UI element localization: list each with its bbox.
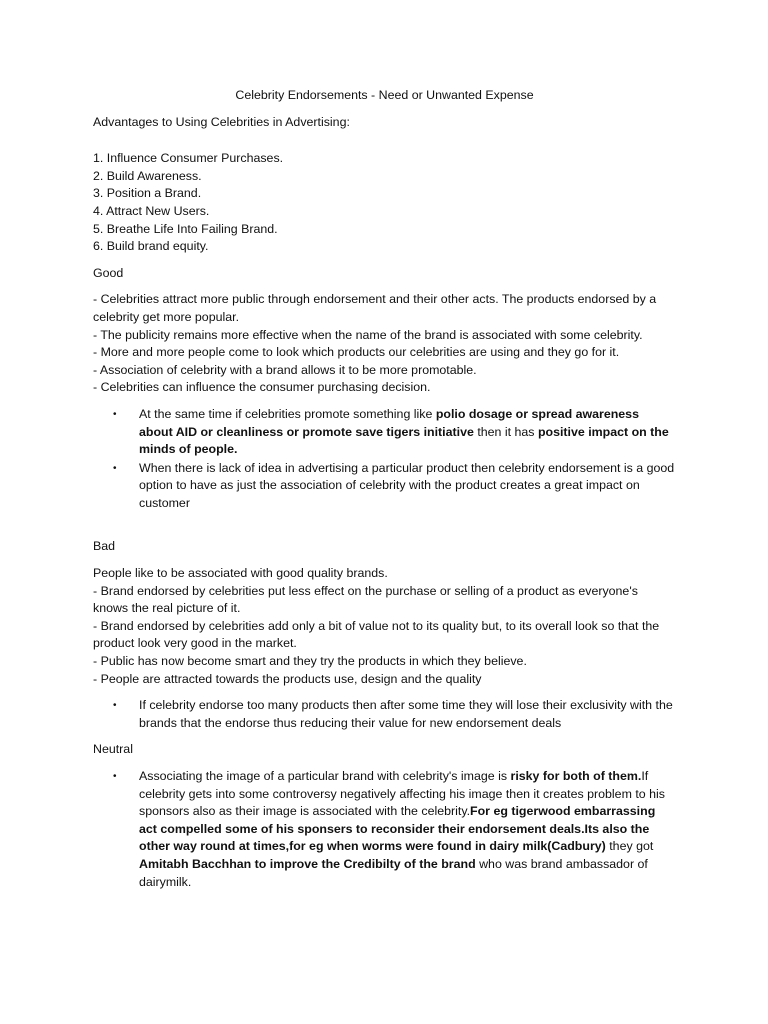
good-heading: Good — [93, 265, 124, 280]
neutral-text-g: Its also the other way round at times,for eg when — [139, 821, 650, 854]
good-bullet-2-text: When there is lack of idea in advertising a particular product then celebrity endorsement is a good option to have as just the association of celebrity with the product creates a great impact on customer — [139, 460, 675, 510]
advantages-intro: Advantages to Using Celebrities in Advertising: — [93, 114, 350, 129]
bad-heading: Bad — [93, 539, 116, 554]
list-item — [113, 697, 676, 732]
neutral-text-e: tigerwood embarrassing act — [139, 804, 656, 836]
list-item: 2. Build Awareness. — [93, 168, 202, 183]
list-item: 1. Influence Consumer Purchases. — [93, 151, 284, 166]
list-item — [113, 406, 676, 459]
bad-line: - Public has now become smart and they try the products in which they believe. — [93, 654, 527, 669]
good-line: - Celebrities attract more public through endorsement and their other acts. The products endorsed by a celebrity get more popular. — [93, 292, 657, 324]
list-item: 5. Breathe Life Into Failing Brand. — [93, 221, 278, 236]
good-bullet-1-text-d: positive impact on the minds of people. — [139, 424, 669, 457]
good-line: - Association of celebrity with a brand allows it to be more promotable. — [93, 362, 477, 377]
good-bullet-1-text-c: then it has — [473, 424, 538, 439]
bad-line: - Brand endorsed by celebrities put less effect on the purchase or selling of a product as everyone's knows the real picture of it. — [93, 583, 638, 616]
spacer — [93, 521, 676, 538]
list-item: 6. Build brand equity. — [93, 239, 209, 254]
good-line: - The publicity remains more effective when the name of the brand is associated with some celebrity. — [93, 327, 643, 342]
neutral-heading: Neutral — [93, 742, 133, 757]
bad-line: - Brand endorsed by celebrities add only a bit of value not to its quality but, to its overall look so that the product look very good in the market. — [93, 618, 660, 651]
neutral-text-b: risky for both of them. — [510, 769, 642, 783]
list-item — [113, 768, 676, 891]
bad-line: - People are attracted towards the products use, design and the quality — [93, 671, 482, 686]
bad-line: People like to be associated with good quality brands. — [93, 566, 388, 581]
list-item — [113, 460, 676, 513]
good-paragraphs — [93, 291, 676, 397]
list-item: 4. Attract New Users. — [93, 203, 210, 218]
bullet-icon: • — [113, 700, 117, 712]
neutral-text-i: they got — [605, 839, 654, 854]
neutral-text-h: worms were found in dairy milk(Cadbury) — [362, 839, 606, 854]
document-title: Celebrity Endorsements - Need or Unwanted Expense — [235, 88, 534, 102]
neutral-bullets — [93, 768, 676, 891]
good-line: - Celebrities can influence the consumer purchasing decision. — [93, 380, 431, 395]
neutral-text-f: compelled some of his sponsers to reconsider their endorsement deals. — [156, 821, 585, 836]
bad-bullet-1-text: If celebrity endorse too many products then after some time they will lose their exclusivity with the brands that the endorse thus reducing their value for new endorsement deals — [139, 698, 673, 730]
neutral-text-k: who was brand ambassador of dairymilk. — [139, 856, 648, 889]
advantages-list — [93, 150, 676, 256]
neutral-text-d: For eg — [470, 804, 512, 819]
neutral-text-j: Amitabh Bacchhan to improve the Credibilty of the brand — [139, 856, 476, 871]
good-bullet-1-text-a: At the same time if celebrities promote something like — [139, 406, 436, 421]
neutral-text-c: If celebrity gets into some controversy negatively affecting his image then it creates problem to his sponsors also as their image is associated with the celebrity. — [139, 769, 665, 819]
neutral-text-a: Associating the image of a particular brand with celebrity's image is — [139, 769, 511, 783]
list-item: 3. Position a Brand. — [93, 186, 202, 201]
bullet-icon: • — [113, 408, 117, 420]
good-bullets — [93, 406, 676, 513]
good-line: - More and more people come to look which products our celebrities are using and they go for it. — [93, 345, 620, 360]
bad-bullets — [93, 697, 676, 732]
bad-paragraphs — [93, 565, 676, 688]
good-bullet-1-text-b: polio dosage or spread awareness about AID or cleanliness or promote save tigers initiative — [139, 406, 639, 439]
bullet-icon: • — [113, 771, 117, 782]
bullet-icon: • — [113, 462, 117, 474]
